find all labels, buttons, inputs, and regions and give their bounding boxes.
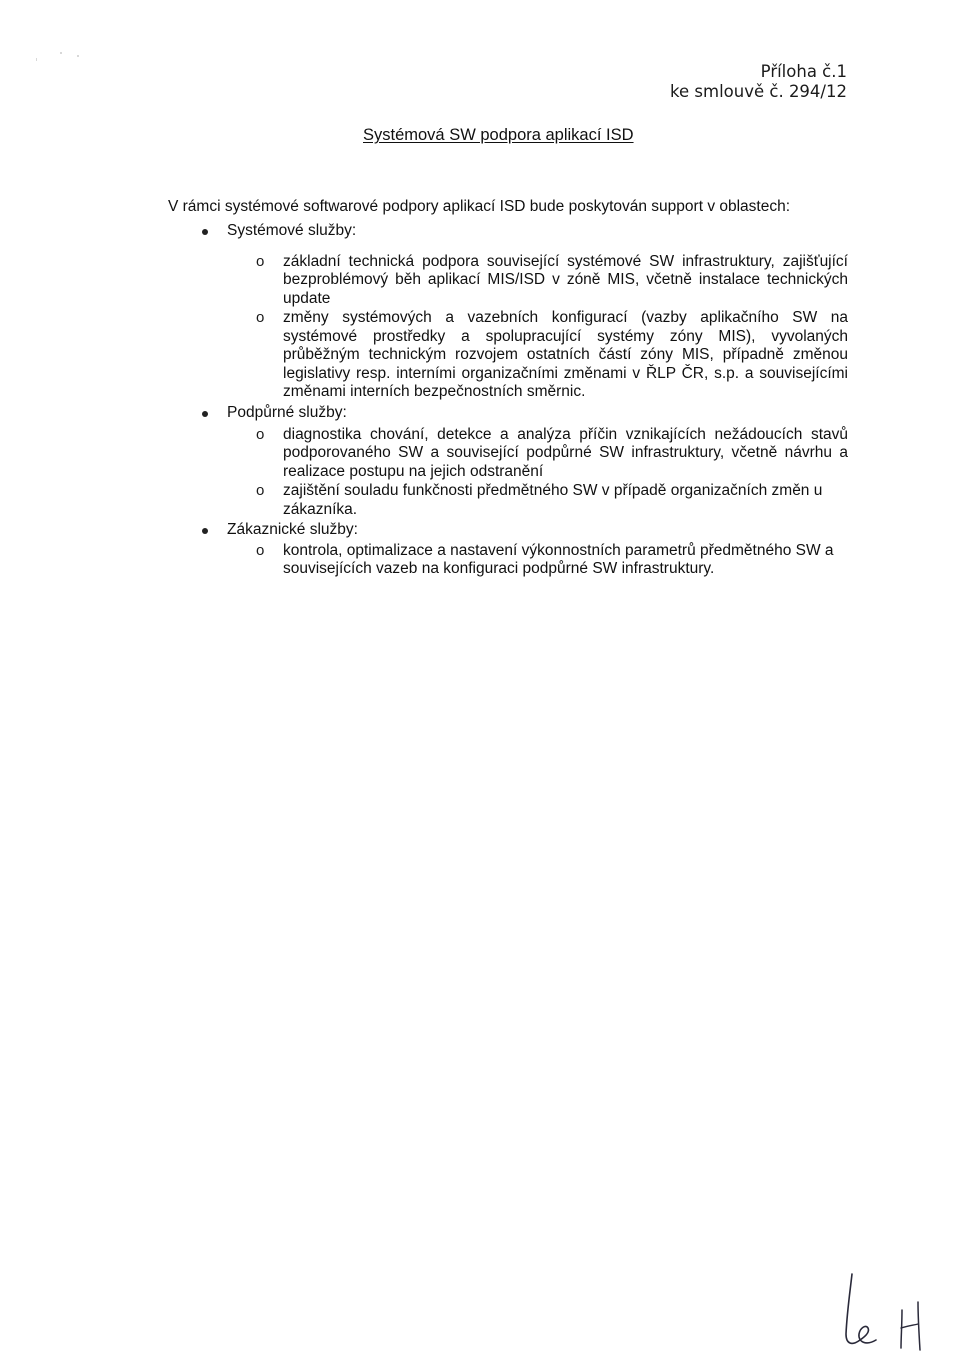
section-heading — [168, 521, 848, 540]
section-customer-services — [168, 521, 848, 579]
section-heading-label: Systémové služby: — [227, 222, 357, 239]
intro-paragraph: V rámci systémové softwarové podpory aplikací ISD bude poskytován support v oblastech: — [168, 198, 791, 215]
scan-artifact — [60, 52, 62, 54]
section-system-services — [168, 222, 848, 402]
scan-artifact — [77, 55, 79, 57]
circle-bullet-icon: o — [256, 425, 265, 443]
annex-reference — [670, 62, 847, 102]
list-item — [168, 253, 848, 309]
bullet-icon — [202, 528, 208, 534]
section-heading-label: Podpůrné služby: — [227, 404, 347, 421]
section-support-services — [168, 404, 848, 519]
section-heading — [168, 404, 848, 423]
handwritten-initials-signature — [830, 1262, 940, 1352]
list-item — [168, 426, 848, 482]
document-title: Systémová SW podpora aplikací ISD — [363, 126, 634, 144]
scan-artifact — [36, 58, 37, 61]
section-heading — [168, 222, 848, 241]
list-item-text: diagnostika chování, detekce a analýza příčin vznikajících nežádoucích stavů podporovaného SW a související podpůrné SW infrastruktury, včetně návrhu a realizace postupu na jejich odstranění — [283, 425, 848, 480]
circle-bullet-icon: o — [256, 309, 265, 326]
circle-bullet-icon: o — [256, 482, 265, 499]
bullet-icon — [202, 229, 208, 235]
contract-number: ke smlouvě č. 294/12 — [670, 82, 847, 101]
circle-bullet-icon: o — [256, 252, 265, 270]
list-item-text: změny systémových a vazebních konfigurací (vazby aplikačního SW na systémové prostředky a spolupracující systémy zóny MIS), vyvolaných průběžným technickým rozvojem ostatních částí zóny MIS, případně změnou legislativy resp. interními organizačními změnami v ŘLP ČR, s.p. a souvisejícími změnami interních bezpečnostních směrnic. — [283, 309, 848, 400]
list-item-text: zajištění souladu funkčnosti předmětného SW v případě organizačních změn u zákazníka. — [283, 482, 823, 518]
list-item-text: kontrola, optimalizace a nastavení výkonnostních parametrů předmětného SW a souvisejících vazeb na konfiguraci podpůrné SW infrastruktury. — [283, 541, 834, 577]
bullet-icon — [202, 411, 208, 417]
circle-bullet-icon: o — [256, 541, 265, 559]
section-heading-label: Zákaznické služby: — [227, 521, 358, 538]
list-item — [168, 482, 848, 519]
list-item-text: základní technická podpora související systémové SW infrastruktury, zajišťující bezproblémový běh aplikací MIS/ISD v zóně MIS, včetně instalace technických update — [283, 252, 848, 307]
list-item — [168, 542, 848, 579]
list-item — [168, 309, 848, 402]
annex-number: Příloha č.1 — [760, 62, 847, 81]
